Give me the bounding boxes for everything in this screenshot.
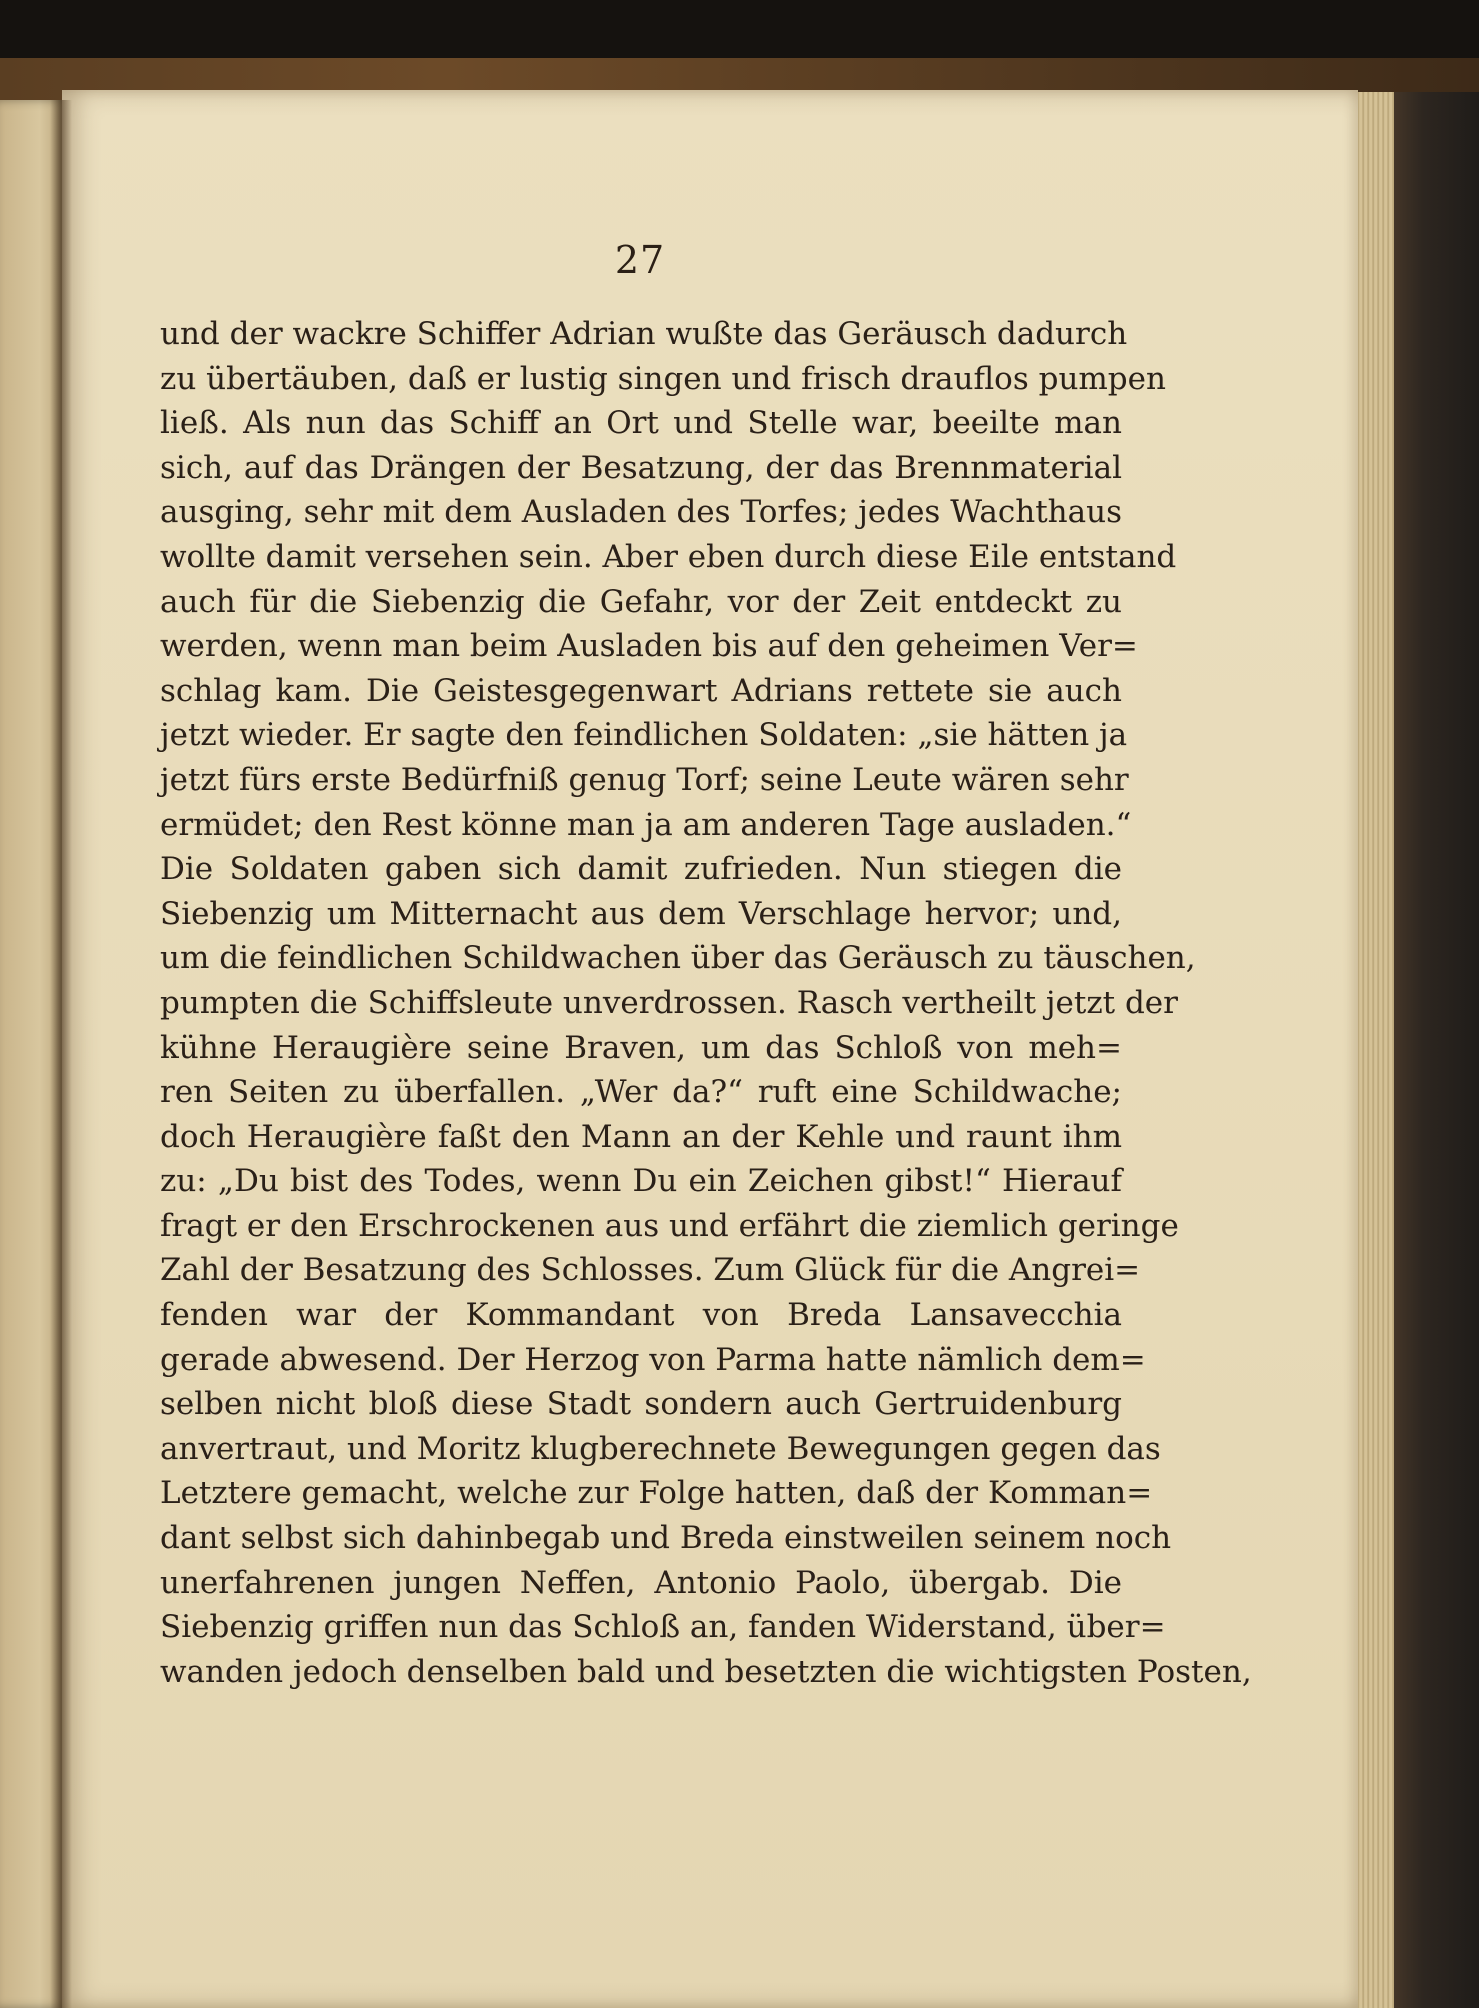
book-gutter [50,100,72,2008]
text-line: wanden jedoch denselben bald und besetzten die wichtigsten Posten, [160,1653,1252,1690]
text-line: auch für die Siebenzig die Gefahr, vor der Zeit entdeckt zu [160,583,1122,620]
text-line: werden, wenn man beim Ausladen bis auf den geheimen Ver= [160,628,1138,665]
text-line: schlag kam. Die Geistesgegenwart Adrians rettete sie auch [160,672,1122,709]
text-line: sich, auf das Drängen der Besatzung, der das Brennmaterial [160,449,1122,486]
text-line: jetzt wieder. Er sagte den feindlichen Soldaten: „sie hätten ja [160,717,1128,754]
text-line: selben nicht bloß diese Stadt sondern auch Gertruidenburg [160,1386,1122,1423]
text-line: unerfahrenen jungen Neffen, Antonio Paolo, übergab. Die [160,1564,1122,1601]
text-line: jetzt fürs erste Bedürfniß genug Torf; seine Leute wären sehr [160,761,1129,798]
text-line: und der wackre Schiffer Adrian wußte das Geräusch dadurch [160,316,1128,352]
text-line: wollte damit versehen sein. Aber eben durch diese Eile entstand [160,538,1177,575]
text-line: kühne Heraugière seine Braven, um das Schloß von meh= [160,1029,1122,1066]
text-line: pumpten die Schiffsleute unverdrossen. Rasch vertheilt jetzt der [160,984,1178,1021]
text-line: Siebenzig griffen nun das Schloß an, fanden Widerstand, über= [160,1609,1166,1646]
text-line: ausging, sehr mit dem Ausladen des Torfes; jedes Wachthaus [160,494,1122,531]
book-board-right [1386,92,1479,2008]
text-line: ließ. Als nun das Schiff an Ort und Stelle war, beeilte man [160,405,1122,442]
text-line: um die feindlichen Schildwachen über das Geräusch zu täuschen, [160,940,1196,977]
text-line: ren Seiten zu überfallen. „Wer da?“ ruft eine Schildwache; [160,1074,1122,1111]
text-line: doch Heraugière faßt den Mann an der Kehle und raunt ihm [160,1118,1122,1155]
text-line: fragt er den Erschrockenen aus und erfährt die ziemlich geringe [160,1207,1179,1244]
text-line: Die Soldaten gaben sich damit zufrieden. Nun stiegen die [160,851,1122,888]
text-line: Zahl der Besatzung des Schlosses. Zum Glück für die Angrei= [160,1252,1141,1289]
text-line: gerade abwesend. Der Herzog von Parma hatte nämlich dem= [160,1341,1146,1378]
text-line: Letztere gemacht, welche zur Folge hatten, daß der Komman= [160,1475,1153,1512]
page-number: 27 [614,238,666,282]
text-line: dant selbst sich dahinbegab und Breda einstweilen seinem noch [160,1520,1172,1557]
text-line: anvertraut, und Moritz klugberechnete Bewegungen gegen das [160,1430,1161,1467]
text-line: ermüdet; den Rest könne man ja am anderen Tage ausladen.“ [160,806,1132,843]
text-line: fenden war der Kommandant von Breda Lansavecchia [160,1297,1122,1334]
text-line: zu übertäuben, daß er lustig singen und frisch drauflos pumpen [160,360,1166,397]
text-line: zu: „Du bist des Todes, wenn Du ein Zeichen gibst!“ Hierauf [160,1163,1122,1200]
body-text [160,312,1252,1694]
text-line: Siebenzig um Mitternacht aus dem Verschlage hervor; und, [160,895,1122,932]
